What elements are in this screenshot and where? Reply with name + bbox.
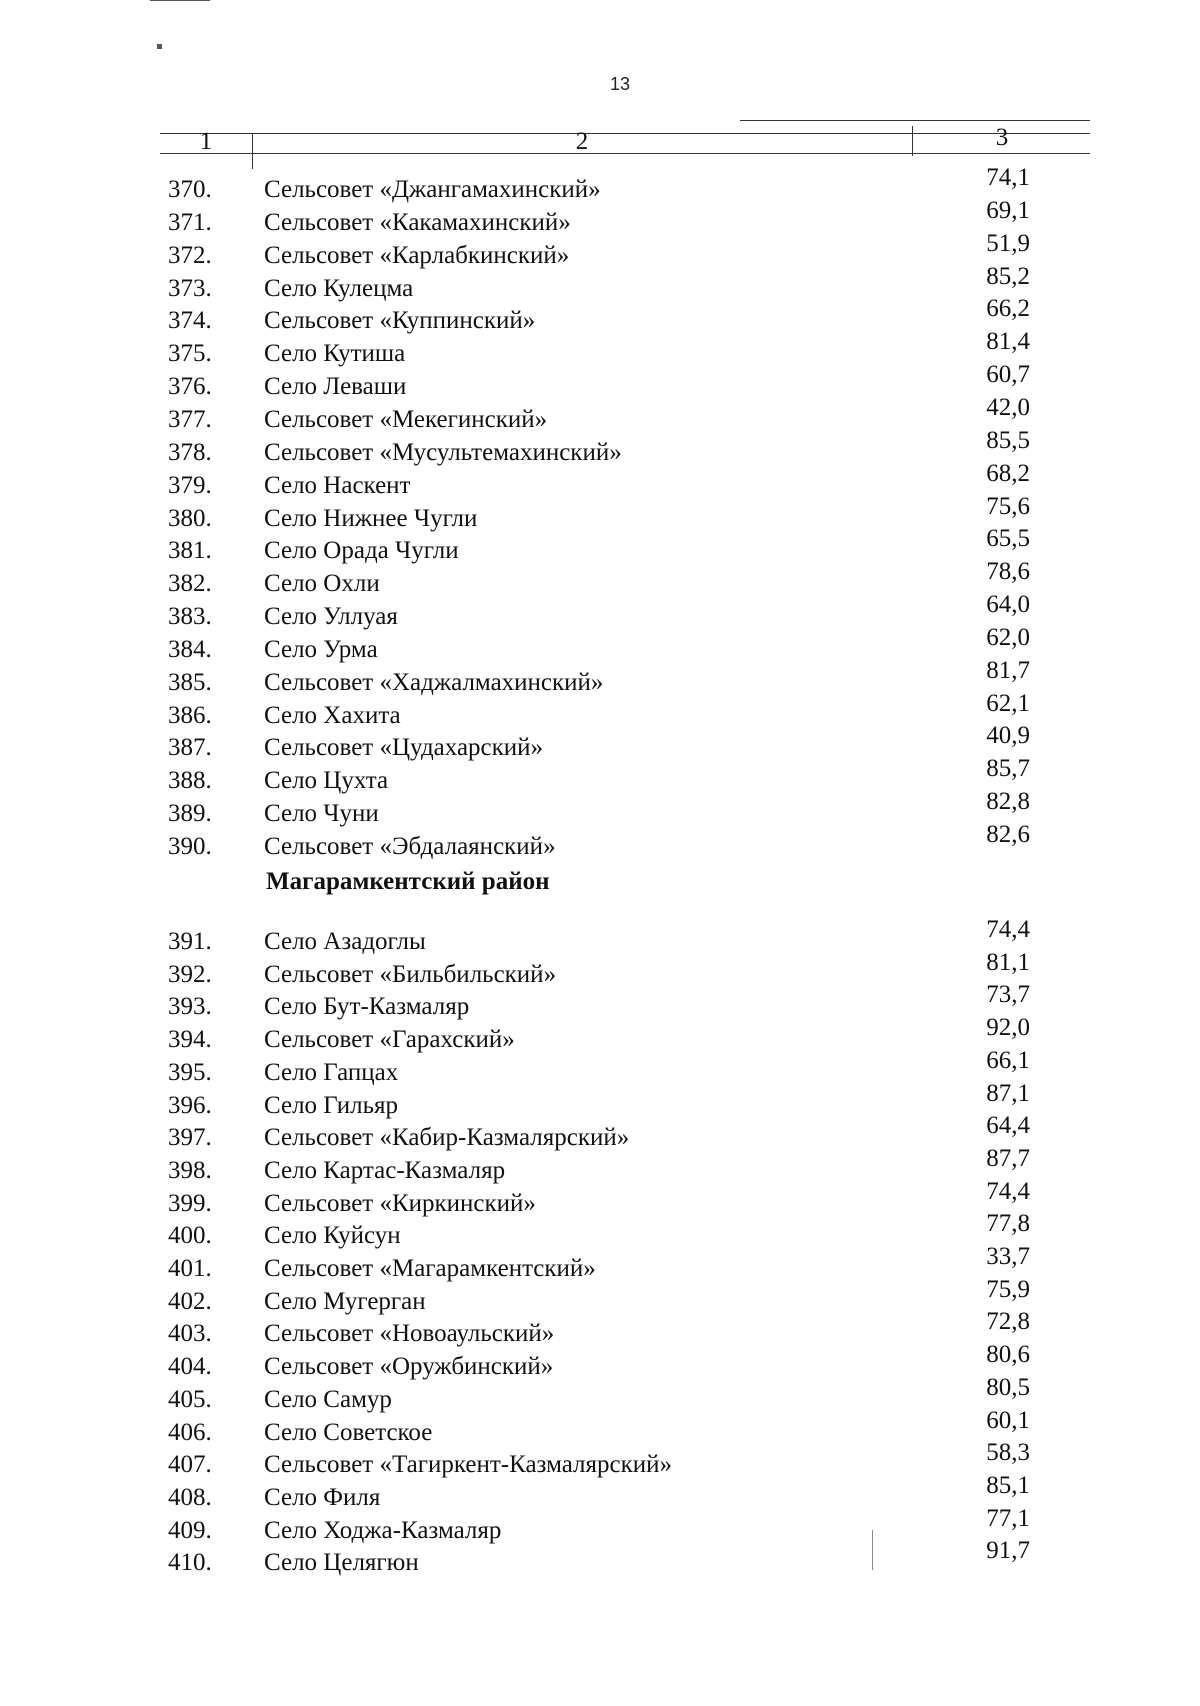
row-settlement-name: Сельсовет «Хаджалмахинский» bbox=[264, 668, 604, 696]
row-value: 81,7 bbox=[986, 656, 1030, 684]
scan-mark bbox=[157, 44, 162, 49]
row-number: 385. bbox=[168, 668, 212, 696]
row-value: 60,7 bbox=[986, 361, 1030, 389]
row-settlement-name: Село Куйсун bbox=[264, 1222, 401, 1250]
row-settlement-name: Село Филя bbox=[264, 1483, 381, 1511]
row-number: 370. bbox=[168, 176, 212, 203]
row-settlement-name: Село Гапцах bbox=[264, 1058, 399, 1086]
table-row bbox=[0, 821, 1200, 860]
row-value: 80,5 bbox=[986, 1373, 1030, 1401]
row-number: 377. bbox=[168, 405, 212, 433]
row-value: 74,1 bbox=[986, 164, 1030, 191]
row-number: 391. bbox=[168, 928, 212, 955]
row-number: 396. bbox=[168, 1091, 212, 1119]
row-number: 399. bbox=[168, 1189, 212, 1217]
row-number: 409. bbox=[168, 1516, 212, 1544]
row-value: 65,5 bbox=[986, 525, 1030, 553]
row-settlement-name: Сельсовет «Новоаульский» bbox=[264, 1320, 555, 1348]
row-value: 78,6 bbox=[986, 558, 1030, 586]
row-value: 74,4 bbox=[986, 916, 1030, 943]
row-value: 85,7 bbox=[986, 755, 1030, 783]
page-number: 13 bbox=[609, 74, 631, 94]
row-number: 380. bbox=[168, 504, 212, 532]
row-settlement-name: Село Леваши bbox=[264, 373, 407, 401]
row-settlement-name: Село Азадоглы bbox=[264, 928, 426, 955]
row-number: 379. bbox=[168, 471, 212, 499]
row-value: 92,0 bbox=[986, 1014, 1030, 1042]
row-settlement-name: Село Наскент bbox=[264, 471, 411, 499]
row-value: 77,8 bbox=[986, 1210, 1030, 1238]
row-settlement-name: Сельсовет «Бильбильский» bbox=[264, 960, 557, 988]
row-settlement-name: Сельсовет «Какамахинский» bbox=[264, 208, 571, 236]
row-settlement-name: Село Чуни bbox=[264, 800, 379, 828]
row-number: 372. bbox=[168, 241, 212, 269]
row-number: 406. bbox=[168, 1418, 212, 1446]
row-settlement-name: Село Урма bbox=[264, 635, 378, 663]
row-settlement-name: Сельсовет «Куппинский» bbox=[264, 307, 536, 335]
row-value: 42,0 bbox=[986, 393, 1030, 421]
header-col-3: 3 bbox=[995, 124, 1009, 151]
row-settlement-name: Село Орада Чугли bbox=[264, 537, 459, 565]
header-col-2: 2 bbox=[575, 128, 589, 155]
row-value: 72,8 bbox=[986, 1308, 1030, 1336]
row-number: 403. bbox=[168, 1320, 212, 1348]
row-number: 404. bbox=[168, 1353, 212, 1381]
row-value: 81,1 bbox=[986, 948, 1030, 976]
row-settlement-name: Село Уллуая bbox=[264, 603, 398, 631]
row-number: 395. bbox=[168, 1058, 212, 1086]
row-number: 373. bbox=[168, 274, 212, 302]
row-settlement-name: Сельсовет «Мекегинский» bbox=[264, 405, 548, 433]
row-number: 401. bbox=[168, 1255, 212, 1282]
row-settlement-name: Село Советское bbox=[264, 1418, 433, 1446]
row-number: 381. bbox=[168, 537, 212, 565]
row-number: 375. bbox=[168, 340, 212, 368]
row-settlement-name: Сельсовет «Оружбинский» bbox=[264, 1353, 554, 1381]
row-value: 60,1 bbox=[986, 1406, 1030, 1434]
row-settlement-name: Сельсовет «Эбдалаянский» bbox=[264, 833, 556, 860]
row-settlement-name: Село Картас-Казмаляр bbox=[264, 1156, 506, 1184]
row-value: 87,1 bbox=[986, 1079, 1030, 1107]
row-settlement-name: Село Целягюн bbox=[264, 1549, 419, 1577]
row-settlement-name: Сельсовет «Кабир-Казмалярский» bbox=[264, 1124, 630, 1152]
row-number: 384. bbox=[168, 635, 212, 663]
header-col-1: 1 bbox=[199, 128, 213, 155]
row-number: 405. bbox=[168, 1385, 212, 1413]
row-number: 383. bbox=[168, 603, 212, 631]
row-settlement-name: Село Охли bbox=[264, 570, 380, 598]
row-settlement-name: Село Хахита bbox=[264, 701, 401, 729]
row-number: 402. bbox=[168, 1287, 212, 1315]
row-number: 408. bbox=[168, 1483, 212, 1511]
row-settlement-name: Сельсовет «Магарамкентский» bbox=[264, 1255, 596, 1282]
table-row bbox=[0, 1537, 1200, 1577]
row-value: 62,0 bbox=[986, 623, 1030, 651]
row-number: 393. bbox=[168, 993, 212, 1021]
row-settlement-name: Село Гильяр bbox=[264, 1091, 399, 1119]
row-value: 40,9 bbox=[986, 722, 1030, 750]
row-value: 82,6 bbox=[986, 821, 1030, 848]
row-value: 81,4 bbox=[986, 328, 1030, 356]
row-number: 394. bbox=[168, 1026, 212, 1054]
row-settlement-name: Село Нижнее Чугли bbox=[264, 504, 478, 532]
row-number: 392. bbox=[168, 960, 212, 988]
row-value: 66,1 bbox=[986, 1046, 1030, 1074]
row-number: 410. bbox=[168, 1549, 212, 1577]
row-value: 85,1 bbox=[986, 1471, 1030, 1499]
row-number: 374. bbox=[168, 307, 212, 335]
row-settlement-name: Село Кутиша bbox=[264, 340, 406, 368]
row-value: 64,4 bbox=[986, 1112, 1030, 1140]
row-settlement-name: Сельсовет «Тагиркент-Казмалярский» bbox=[264, 1451, 673, 1479]
row-value: 75,6 bbox=[986, 492, 1030, 520]
row-number: 378. bbox=[168, 438, 212, 466]
row-settlement-name: Село Цухта bbox=[264, 767, 389, 795]
row-settlement-name: Село Ходжа-Казмаляр bbox=[264, 1516, 502, 1544]
row-number: 389. bbox=[168, 800, 212, 828]
row-value: 75,9 bbox=[986, 1275, 1030, 1303]
row-value: 91,7 bbox=[986, 1537, 1030, 1565]
top-rule bbox=[740, 120, 1090, 121]
row-value: 58,3 bbox=[986, 1439, 1030, 1467]
row-settlement-name: Село Кулецма bbox=[264, 274, 414, 302]
row-value: 77,1 bbox=[986, 1504, 1030, 1532]
row-value: 51,9 bbox=[986, 229, 1030, 257]
row-number: 388. bbox=[168, 767, 212, 795]
row-settlement-name: Село Самур bbox=[264, 1385, 392, 1413]
row-value: 82,8 bbox=[986, 788, 1030, 816]
row-number: 387. bbox=[168, 734, 212, 762]
row-number: 386. bbox=[168, 701, 212, 729]
row-settlement-name: Село Мугерган bbox=[264, 1287, 426, 1315]
row-number: 397. bbox=[168, 1124, 212, 1152]
row-value: 74,4 bbox=[986, 1177, 1030, 1205]
row-value: 73,7 bbox=[986, 981, 1030, 1009]
row-value: 85,2 bbox=[986, 262, 1030, 290]
scan-mark bbox=[150, 0, 210, 1]
row-value: 80,6 bbox=[986, 1341, 1030, 1369]
row-number: 382. bbox=[168, 570, 212, 598]
row-value: 66,2 bbox=[986, 295, 1030, 323]
row-number: 398. bbox=[168, 1156, 212, 1184]
row-number: 376. bbox=[168, 373, 212, 401]
row-settlement-name: Сельсовет «Киркинский» bbox=[264, 1189, 536, 1217]
row-settlement-name: Сельсовет «Цудахарский» bbox=[264, 734, 544, 762]
row-settlement-name: Сельсовет «Карлабкинский» bbox=[264, 241, 570, 269]
row-settlement-name: Сельсовет «Мусультемахинский» bbox=[264, 438, 622, 466]
row-value: 64,0 bbox=[986, 591, 1030, 619]
row-value: 33,7 bbox=[986, 1243, 1030, 1270]
row-number: 371. bbox=[168, 208, 212, 236]
row-value: 69,1 bbox=[986, 196, 1030, 224]
section-heading: Магарамкентский район bbox=[266, 868, 550, 895]
row-number: 390. bbox=[168, 833, 212, 860]
row-number: 400. bbox=[168, 1222, 212, 1250]
row-value: 62,1 bbox=[986, 689, 1030, 717]
row-settlement-name: Село Бут-Казмаляр bbox=[264, 993, 470, 1021]
row-value: 85,5 bbox=[986, 426, 1030, 454]
row-number: 407. bbox=[168, 1451, 212, 1479]
row-value: 87,7 bbox=[986, 1144, 1030, 1172]
row-settlement-name: Сельсовет «Гарахский» bbox=[264, 1026, 515, 1054]
row-value: 68,2 bbox=[986, 459, 1030, 487]
row-settlement-name: Сельсовет «Джангамахинский» bbox=[264, 176, 601, 203]
